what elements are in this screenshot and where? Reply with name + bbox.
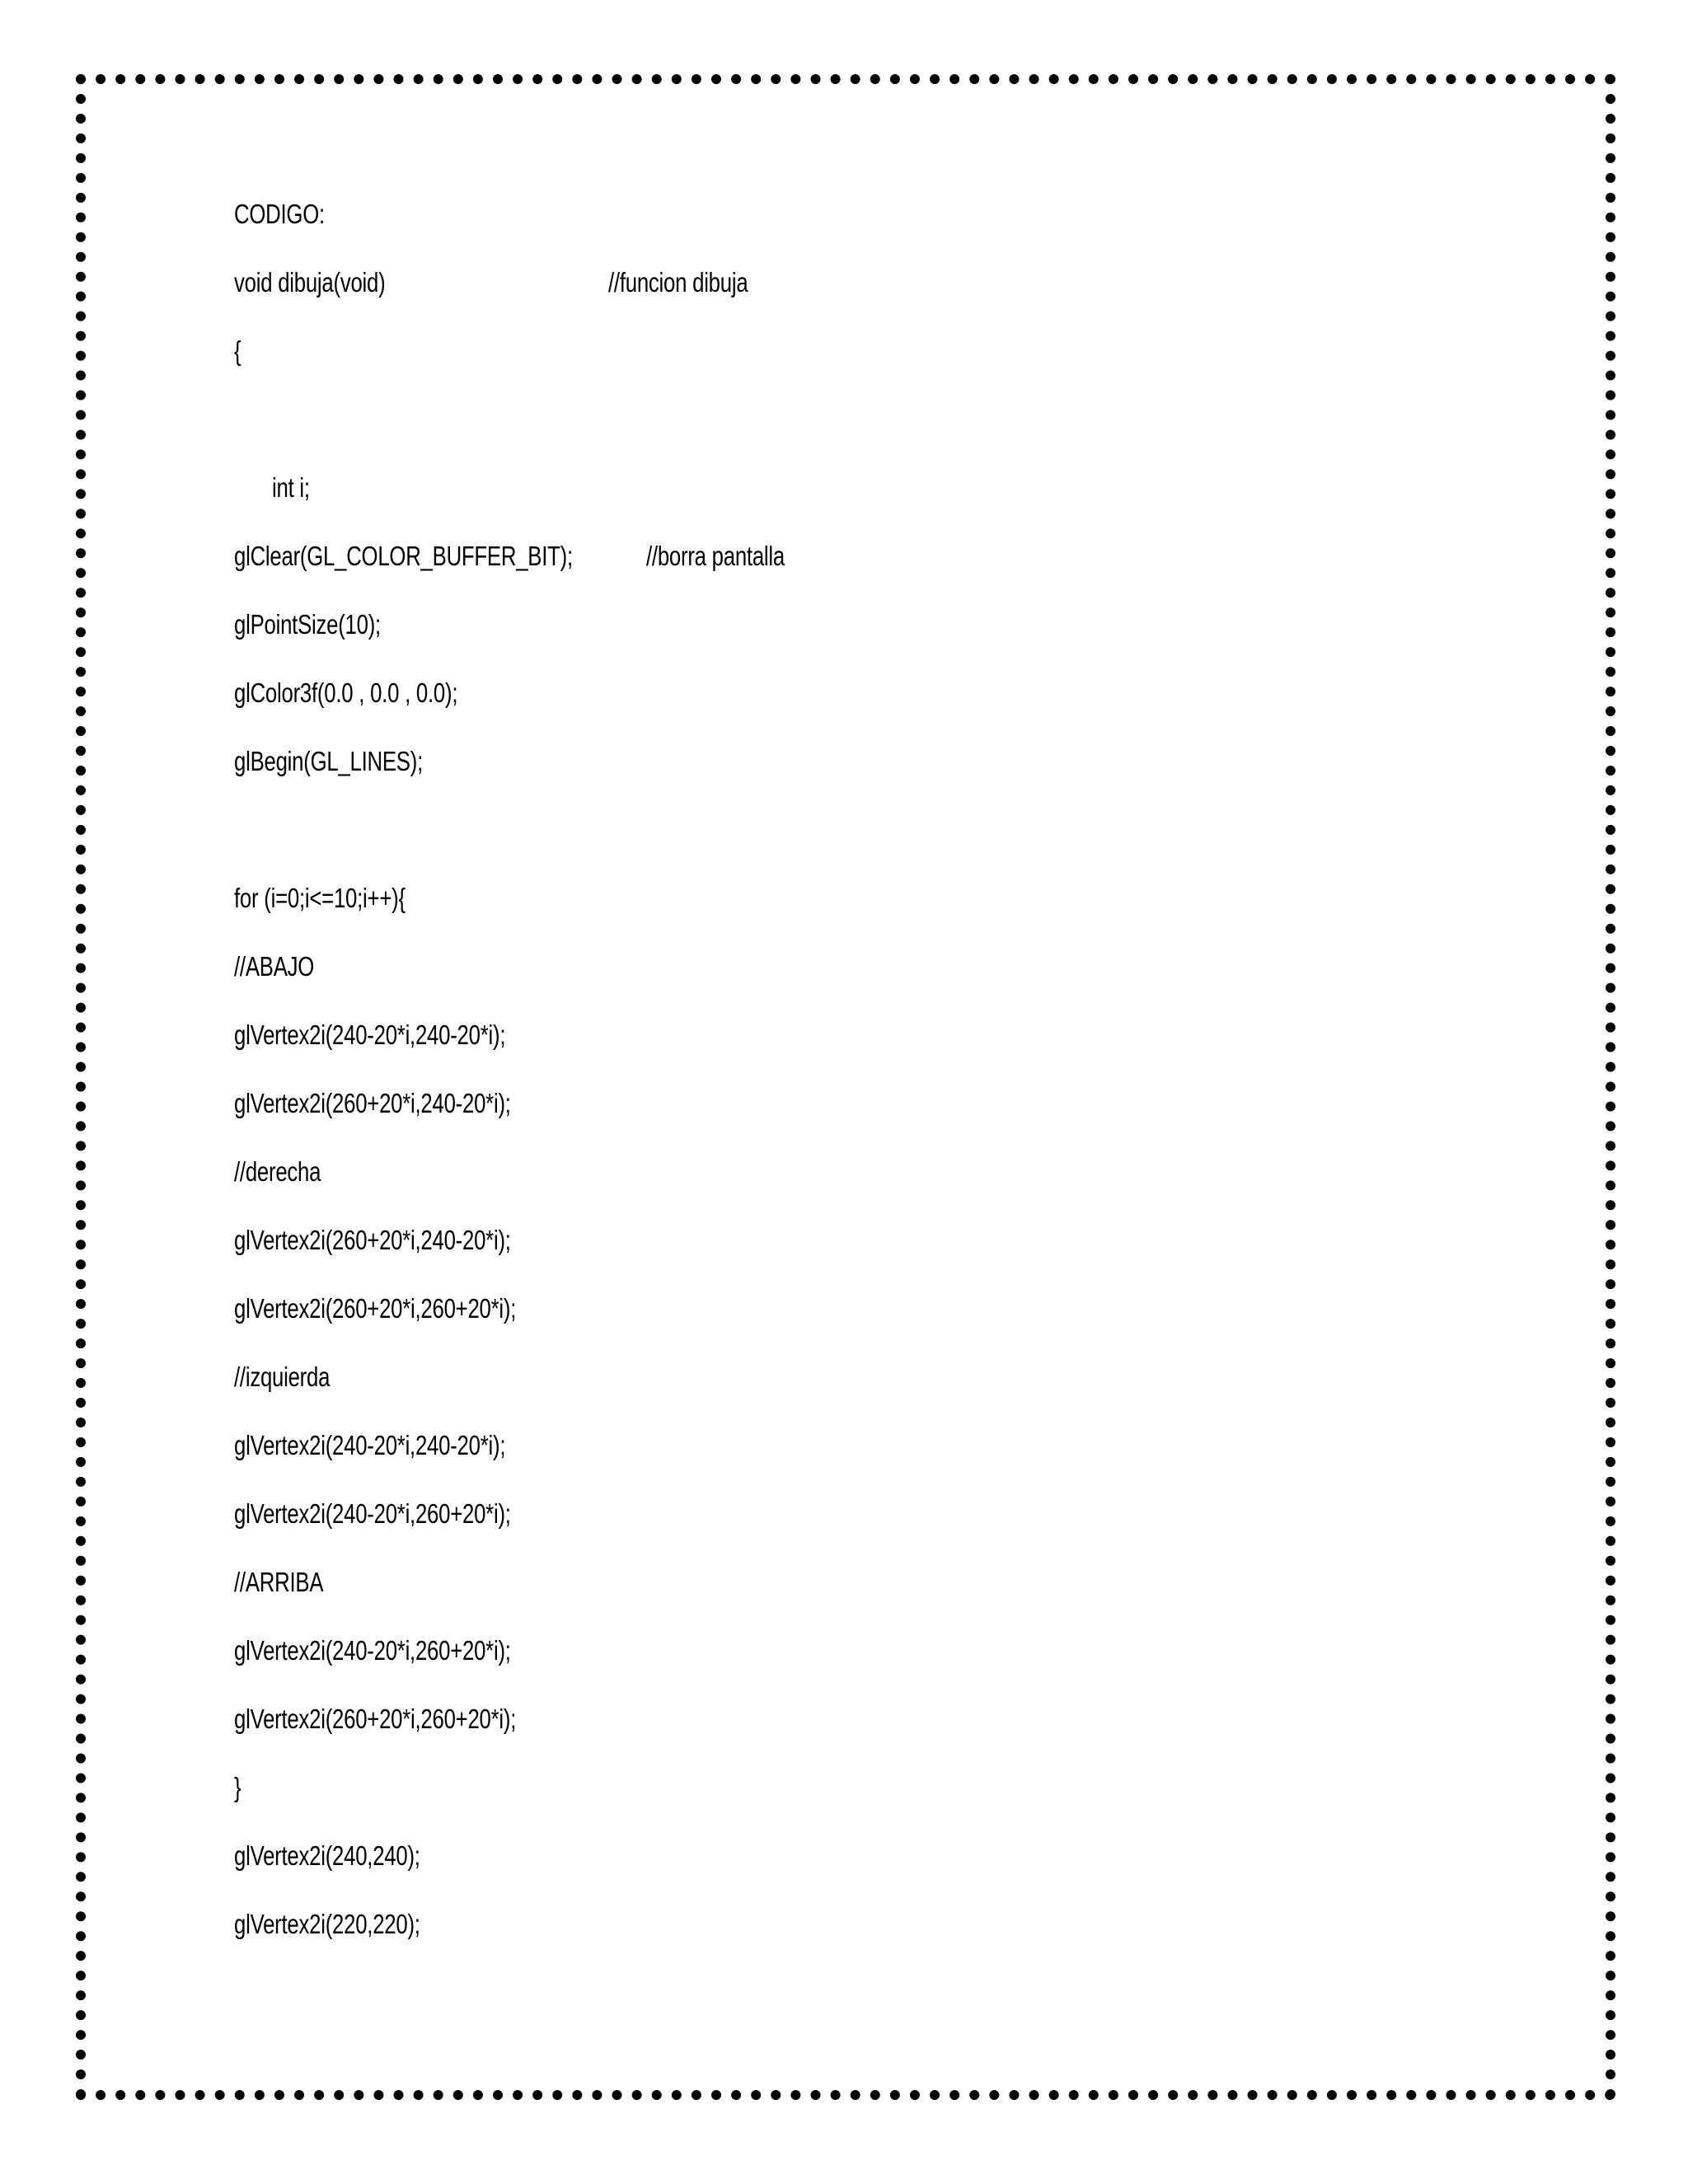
code-line: //ARRIBA xyxy=(234,1567,324,1597)
code-line: glVertex2i(260+20*i,260+20*i); xyxy=(234,1704,517,1734)
code-line: glBegin(GL_LINES); xyxy=(234,746,424,776)
code-line: glColor3f(0.0 , 0.0 , 0.0); xyxy=(234,677,458,708)
code-line: //izquierda xyxy=(234,1361,331,1392)
code-line: glVertex2i(240-20*i,240-20*i); xyxy=(234,1019,506,1050)
code-line: glVertex2i(260+20*i,240-20*i); xyxy=(234,1088,511,1118)
code-line: glPointSize(10); xyxy=(234,609,381,640)
code-line: for (i=0;i<=10;i++){ xyxy=(234,883,406,913)
code-line: glVertex2i(240-20*i,240-20*i); xyxy=(234,1430,506,1460)
code-line: } xyxy=(234,1772,241,1802)
code-line: glClear(GL_COLOR_BUFFER_BIT); xyxy=(234,541,573,571)
code-line: glVertex2i(260+20*i,240-20*i); xyxy=(234,1225,511,1255)
code-line: { xyxy=(234,335,241,366)
code-line: //derecha xyxy=(234,1156,321,1187)
code-line: glVertex2i(240,240); xyxy=(234,1840,420,1871)
code-line: void dibuja(void) xyxy=(234,267,386,298)
code-comment: //funcion dibuja xyxy=(608,267,748,298)
code-line: glVertex2i(240-20*i,260+20*i); xyxy=(234,1498,511,1529)
code-line: glVertex2i(220,220); xyxy=(234,1909,420,1939)
code-heading: CODIGO: xyxy=(234,199,325,229)
code-line: glVertex2i(260+20*i,260+20*i); xyxy=(234,1293,517,1324)
code-comment: //borra pantalla xyxy=(646,541,785,571)
code-line: //ABAJO xyxy=(234,951,315,982)
code-line: glVertex2i(240-20*i,260+20*i); xyxy=(234,1635,511,1666)
code-line: int i; xyxy=(272,472,310,503)
